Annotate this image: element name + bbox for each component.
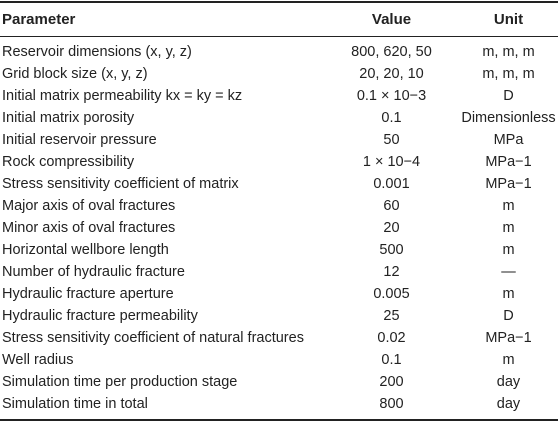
table-row	[0, 393, 558, 415]
cell-unit: D	[503, 308, 514, 324]
table-row	[0, 371, 558, 393]
table-row	[0, 41, 558, 63]
cell-value: 800	[379, 396, 404, 412]
cell-parameter: Major axis of oval fractures	[2, 198, 176, 214]
cell-value: 20, 20, 10	[359, 66, 424, 82]
cell-parameter: Initial reservoir pressure	[2, 132, 157, 148]
cell-unit: m, m, m	[482, 66, 535, 82]
table-row	[0, 151, 558, 173]
cell-unit: m, m, m	[482, 44, 535, 60]
cell-unit: m	[502, 352, 515, 368]
cell-value: 0.02	[377, 330, 406, 346]
cell-unit: day	[496, 396, 521, 412]
table-row	[0, 261, 558, 283]
cell-parameter: Minor axis of oval fractures	[2, 220, 176, 236]
cell-parameter: Hydraulic fracture aperture	[2, 286, 174, 302]
table-row	[0, 217, 558, 239]
table-row	[0, 129, 558, 151]
cell-unit: Dimensionless	[461, 110, 556, 126]
cell-value: 0.1	[381, 352, 402, 368]
cell-unit: day	[496, 374, 521, 390]
cell-unit: —	[501, 264, 516, 280]
cell-parameter: Initial matrix permeability kx = ky = kz	[2, 88, 243, 104]
cell-parameter: Number of hydraulic fracture	[2, 264, 185, 280]
table-row	[0, 173, 558, 195]
table-row	[0, 195, 558, 217]
table-row	[0, 107, 558, 129]
cell-unit: m	[502, 220, 515, 236]
table-row	[0, 349, 558, 371]
cell-unit: MPa−1	[485, 176, 532, 192]
cell-unit: m	[502, 242, 515, 258]
cell-value: 0.1	[381, 110, 402, 126]
cell-parameter: Well radius	[2, 352, 74, 368]
cell-unit: m	[502, 286, 515, 302]
table-body	[0, 37, 558, 419]
cell-unit: MPa−1	[485, 154, 532, 170]
header-parameter: Parameter	[2, 11, 76, 28]
cell-value: 0.005	[373, 286, 410, 302]
cell-value: 1 × 10−4	[362, 154, 421, 170]
cell-unit: MPa	[493, 132, 524, 148]
cell-value: 12	[383, 264, 400, 280]
cell-value: 200	[379, 374, 404, 390]
cell-parameter: Rock compressibility	[2, 154, 135, 170]
cell-parameter: Hydraulic fracture permeability	[2, 308, 198, 324]
cell-parameter: Simulation time in total	[2, 396, 148, 412]
cell-parameter: Stress sensitivity coefficient of matrix	[2, 176, 239, 192]
cell-parameter: Horizontal wellbore length	[2, 242, 169, 258]
cell-value: 50	[383, 132, 400, 148]
cell-value: 800, 620, 50	[351, 44, 432, 60]
cell-unit: MPa−1	[485, 330, 532, 346]
table-header-row	[0, 3, 558, 36]
cell-parameter: Grid block size (x, y, z)	[2, 66, 148, 82]
cell-value: 0.001	[373, 176, 410, 192]
table-row	[0, 63, 558, 85]
table-bottom-rule	[0, 419, 558, 421]
cell-parameter: Reservoir dimensions (x, y, z)	[2, 44, 192, 60]
header-unit: Unit	[493, 11, 524, 28]
cell-value: 0.1 × 10−3	[356, 88, 427, 104]
cell-parameter: Simulation time per production stage	[2, 374, 238, 390]
cell-unit: D	[503, 88, 514, 104]
table-row	[0, 85, 558, 107]
cell-parameter: Stress sensitivity coefficient of natural fractures	[2, 330, 304, 346]
cell-value: 60	[383, 198, 400, 214]
table-row	[0, 305, 558, 327]
cell-value: 20	[383, 220, 400, 236]
cell-unit: m	[502, 198, 515, 214]
table-row	[0, 283, 558, 305]
cell-value: 25	[383, 308, 400, 324]
cell-parameter: Initial matrix porosity	[2, 110, 135, 126]
table-row	[0, 327, 558, 349]
table-row	[0, 239, 558, 261]
cell-value: 500	[379, 242, 404, 258]
header-value: Value	[371, 11, 412, 28]
